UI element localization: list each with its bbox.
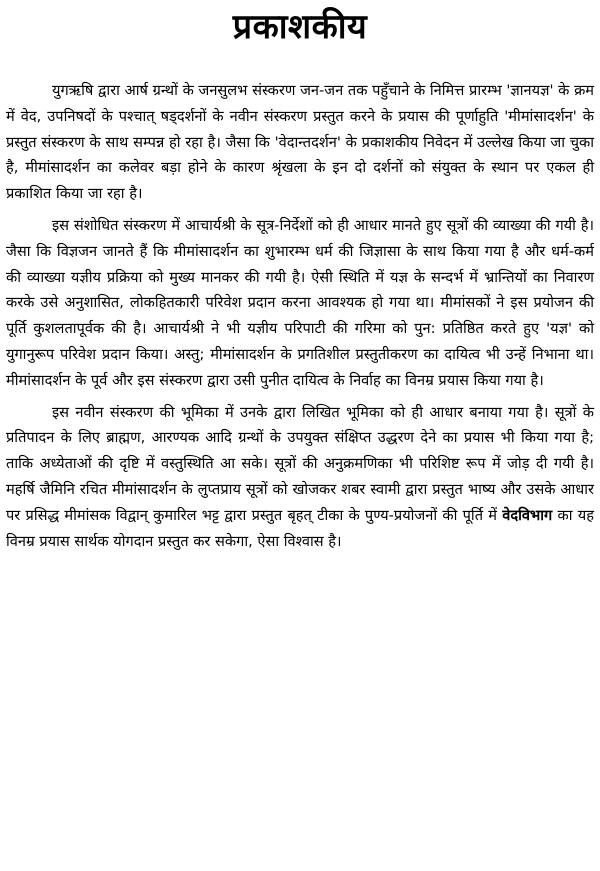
document-body (6, 78, 594, 554)
page-title: प्रकाशकीय (232, 7, 368, 47)
emphasis-vedvibhag: वेदविभाग (502, 506, 553, 524)
paragraph-3 (6, 400, 594, 555)
paragraph-1: युगऋषि द्वारा आर्ष ग्रन्थों के जनसुलभ संस्करण जन-जन तक पहुँचाने के निमित्त प्रारम्भ 'ज्ञानयज्ञ' के क्रम में वेद, उपनिषदों के पश्चात् षड्दर्शनों के नवीन संस्करण प्रस्तुत करने के प्रयास की पूर्णाहुति 'मीमांसादर्शन' के प्रस्तुत संस्करण के साथ सम्पन्न हो रहा है। जैसा कि 'वेदान्तदर्शन' के प्रकाशकीय निवेदन में उल्लेख किया जा चुका है, मीमांसादर्शन का कलेवर बड़ा होने के कारण श्रृंखला के इन दो दर्शनों को संयुक्त के स्थान पर एकल ही प्रकाशित किया जा रहा है। (6, 82, 594, 203)
paragraph-3-text-after: का यह विनम्र प्रयास सार्थक योगदान प्रस्तुत कर सकेगा, ऐसा विश्वास है। (6, 506, 594, 550)
paragraph-2: इस संशोधित संस्करण में आचार्यश्री के सूत्र-निर्देशों को ही आधार मानते हुए सूत्रों की व्याख्या की गयी है। जैसा कि विज्ञजन जानते हैं कि मीमांसादर्शन का शुभारम्भ धर्म की जिज्ञासा के साथ किया गया है और धर्म-कर्म की व्याख्या यज्ञीय प्रक्रिया को मुख्य मानकर की गयी है। ऐसी स्थिति में यज्ञ के सन्दर्भ में भ्रान्तियों का निवारण करके उसे अनुशासित, लोकहितकारी परिवेश प्रदान करना आवश्यक हो गया था। मीमांसकों ने इस प्रयोजन की पूर्ति कुशलतापूर्वक की है। आचार्यश्री ने भी यज्ञीय परिपाटी की गरिमा को पुन: प्रतिष्ठित करते हुए 'यज्ञ' को युगानुरूप परिवेश प्रदान किया। अस्तु; मीमांसादर्शन के प्रगतिशील प्रस्तुतीकरण का दायित्व भी उन्हें निभाना था। मीमांसादर्शन के पूर्व और इस संस्करण द्वारा उसी पुनीत दायित्व के निर्वाह का विनम्र प्रयास किया गया है। (6, 216, 594, 389)
paragraph-3-text-before: इस नवीन संस्करण की भूमिका में उनके द्वारा लिखित भूमिका को ही आधार बनाया गया है। सूत्रों के प्रतिपादन के लिए ब्राह्मण, आरण्यक आदि ग्रन्थों के उपयुक्त संक्षिप्त उद्धरण देने का प्रयास भी किया गया है; ताकि अध्येताओं की दृष्टि में वस्तुस्थिति आ सके। सूत्रों की अनुक्रमणिका भी परिशिष्ट रूप में जोड़ दी गयी है। महर्षि जैमिनि रचित मीमांसादर्शन के लुप्तप्राय सूत्रों को खोजकर शबर स्वामी द्वारा प्रस्तुत भाष्य और उसके आधार पर प्रसिद्ध मीमांसक विद्वान् कुमारिल भट्ट द्वारा प्रस्तुत बृहत् टीका के पुण्य-प्रयोजनों की पूर्ति में (6, 403, 594, 524)
